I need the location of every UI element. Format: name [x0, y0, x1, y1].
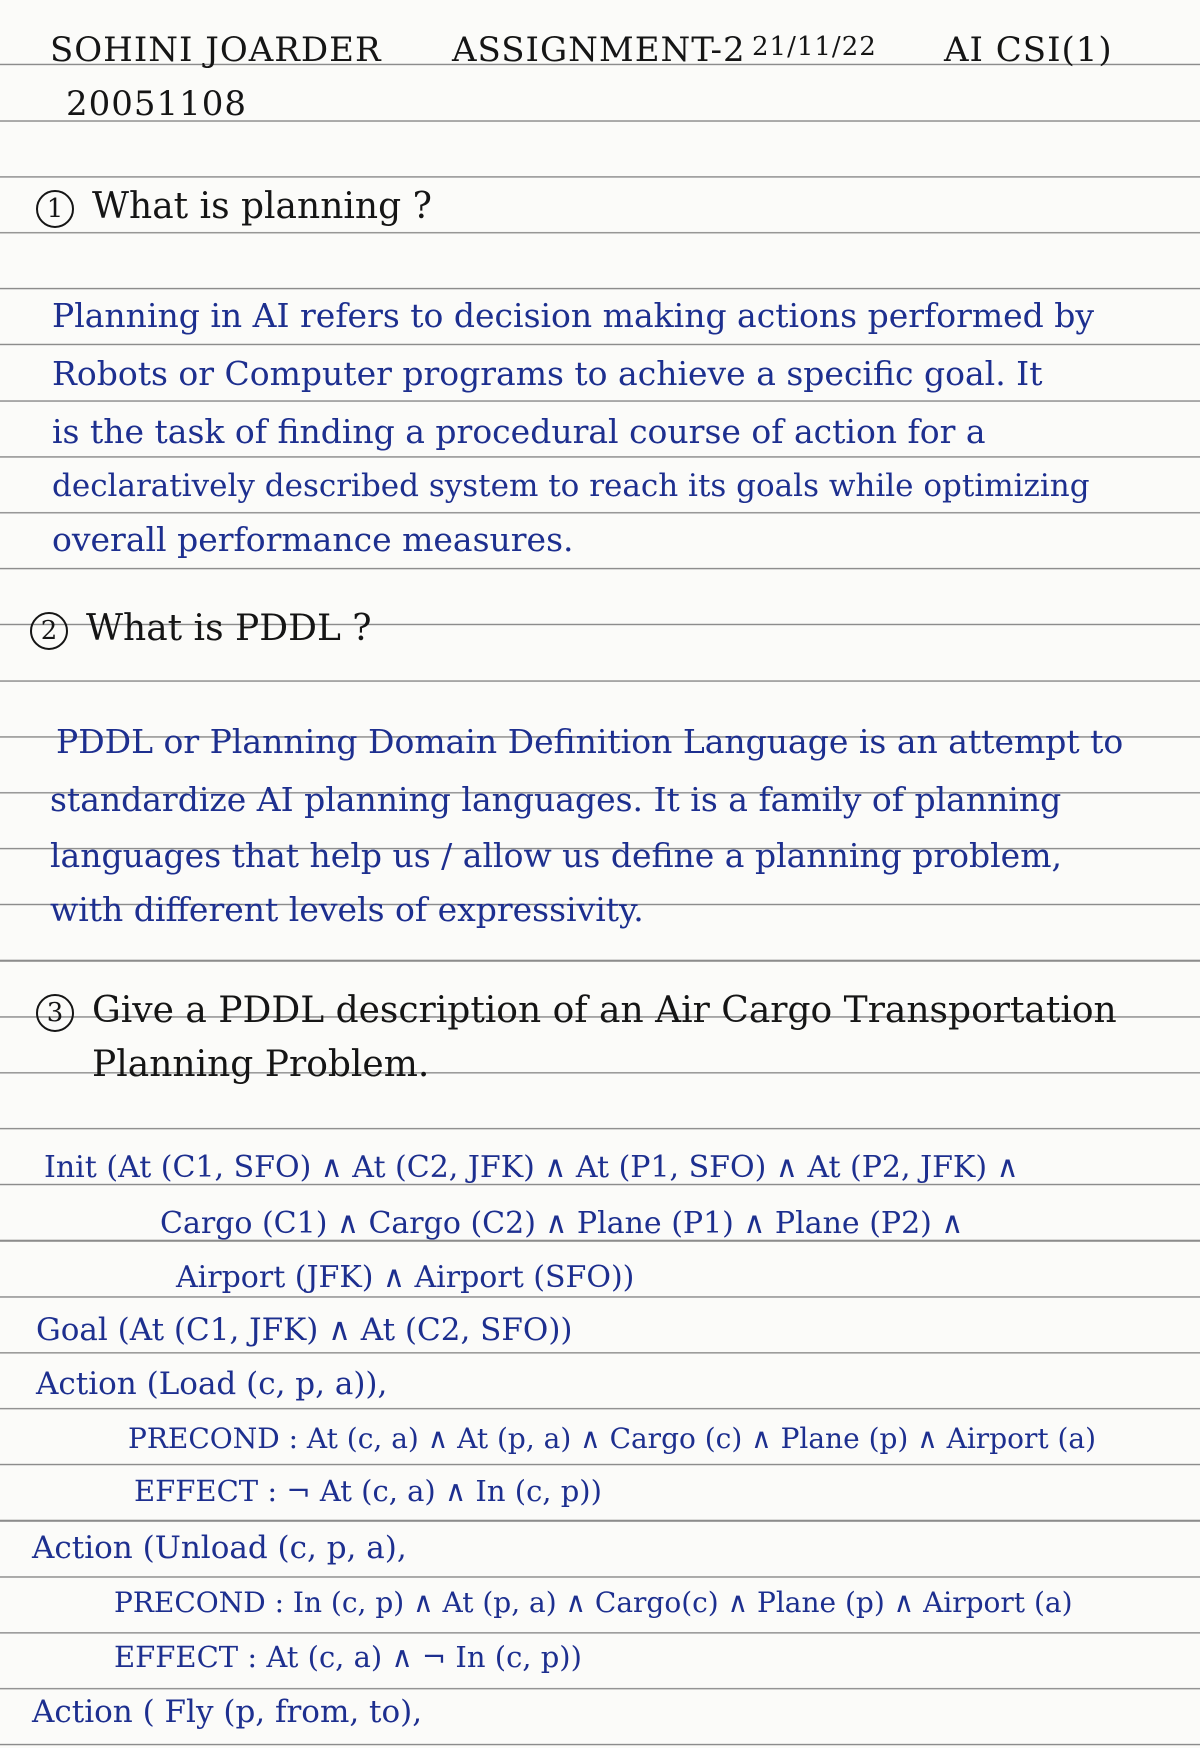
answer-2-line: with different levels of expressivity. [50, 890, 644, 929]
assignment-title: ASSIGNMENT-2 [452, 30, 746, 70]
answer-1-line: Planning in AI refers to decision making actions performed by [52, 296, 1095, 335]
pddl-action-fly: Action ( Fly (p, from, to), [32, 1694, 423, 1730]
assignment-date: 21/11/22 [752, 32, 877, 62]
question-2-number: 2 [30, 612, 68, 650]
course-code: AI CSI(1) [944, 30, 1113, 70]
question-3 [36, 990, 1117, 1032]
pddl-init-line: Init (At (C1, SFO) ∧ At (C2, JFK) ∧ At (P1, SFO) ∧ At (P2, JFK) ∧ [44, 1150, 1019, 1185]
question-1-number: 1 [36, 190, 74, 228]
pddl-action-load [36, 1366, 387, 1402]
answer-1-line: overall performance measures. [52, 520, 574, 559]
answer-1-line: declaratively described system to reach its goals while optimizing [52, 468, 1090, 504]
roll-number: 20051108 [66, 84, 248, 124]
pddl-init-line: Airport (JFK) ∧ Airport (SFO)) [176, 1260, 635, 1295]
question-3-text-continued: Planning Problem. [92, 1044, 430, 1085]
question-1 [36, 186, 432, 228]
pddl-action-unload: Action (Unload (c, p, a), [32, 1530, 407, 1566]
answer-2-line: standardize AI planning languages. It is a family of planning [50, 780, 1062, 819]
question-3-number: 3 [36, 994, 74, 1032]
question-3-text: Give a PDDL description of an Air Cargo Transportation [92, 990, 1117, 1031]
pddl-unload-effect: EFFECT : At (c, a) ∧ ¬ In (c, p)) [114, 1640, 582, 1674]
student-name: SOHINI JOARDER [50, 30, 382, 70]
pddl-goal-line: Goal (At (C1, JFK) ∧ At (C2, SFO)) [36, 1312, 573, 1348]
pddl-load-effect: EFFECT : ¬ At (c, a) ∧ In (c, p)) [134, 1474, 602, 1508]
pddl-init-line: Cargo (C1) ∧ Cargo (C2) ∧ Plane (P1) ∧ Plane (P2) ∧ [160, 1206, 964, 1241]
question-2-text: What is PDDL ? [86, 608, 372, 649]
pddl-action-load-text: Action (Load (c, p, a)), [36, 1366, 388, 1402]
answer-2-line: PDDL or Planning Domain Definition Language is an attempt to [56, 722, 1124, 761]
pddl-unload-precond: PRECOND : In (c, p) ∧ At (p, a) ∧ Cargo(c) ∧ Plane (p) ∧ Airport (a) [114, 1586, 1073, 1619]
answer-2-line: languages that help us / allow us define a planning problem, [50, 836, 1062, 875]
pddl-load-precond: PRECOND : At (c, a) ∧ At (p, a) ∧ Cargo (c) ∧ Plane (p) ∧ Airport (a) [128, 1422, 1097, 1455]
question-2 [30, 608, 372, 650]
answer-1-line: Robots or Computer programs to achieve a specific goal. It [52, 354, 1043, 393]
question-1-text: What is planning ? [92, 186, 432, 227]
answer-1-line: is the task of finding a procedural course of action for a [52, 412, 986, 451]
